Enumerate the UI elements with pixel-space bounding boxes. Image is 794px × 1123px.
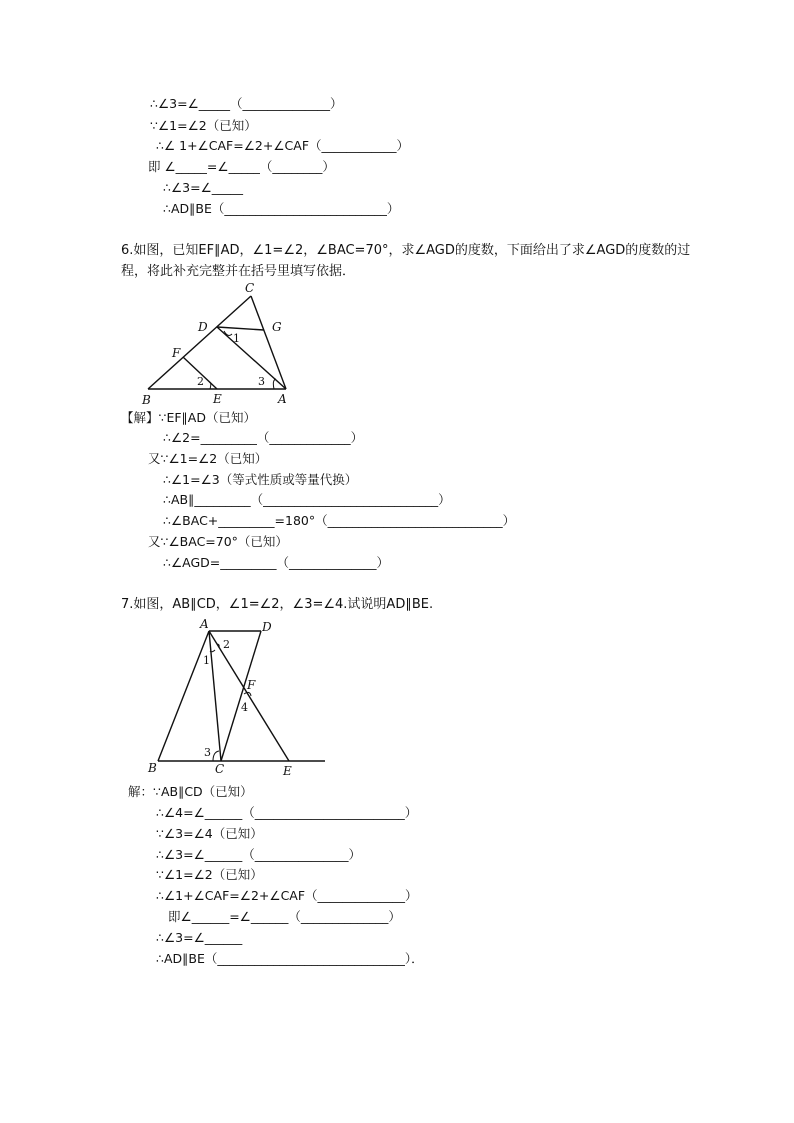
- q6-title-line-2: 程，将此补充完整并在括号里填写依据．: [121, 264, 356, 279]
- q6-proof-line-7: 又∵∠BAC=70°（已知）: [148, 534, 288, 549]
- q7-label-f: F: [247, 678, 256, 692]
- q6-label-angle-2: 2: [197, 375, 204, 388]
- q7-proof-line-9: ∴AD∥BE（______________________________）．: [156, 951, 424, 966]
- q6-label-angle-1: 1: [233, 332, 240, 345]
- q6-proof-line-5: ∴AB∥_________（____________________________）: [163, 492, 451, 507]
- q6-proof-line-2: ∴∠2=_________（_____________）: [163, 430, 364, 445]
- q7-proof-line-5: ∵∠1=∠2（已知）: [156, 867, 263, 882]
- q7-label-e: E: [283, 764, 292, 778]
- q6-label-d: D: [198, 320, 208, 334]
- q6-label-c: C: [245, 281, 255, 295]
- q6-proof-line-3: 又∵∠1=∠2（已知）: [148, 451, 268, 466]
- q6-proof-line-4: ∴∠1=∠3（等式性质或等量代换）: [163, 472, 358, 487]
- q7-proof-line-2: ∴∠4=∠______（________________________）: [156, 805, 418, 820]
- q7-label-b: B: [148, 761, 157, 775]
- q6-label-angle-3: 3: [258, 375, 265, 388]
- q6-proof-line-6: ∴∠BAC+_________=180°（____________________________）: [163, 513, 516, 528]
- q6-label-a: A: [278, 392, 287, 406]
- q7-label-angle-2: 2: [223, 638, 230, 651]
- q7-proof-line-7: 即∠______=∠______（______________）: [168, 909, 401, 924]
- proof-line-3: ∴∠ 1+∠CAF=∠2+∠CAF（____________）: [156, 138, 410, 153]
- q6-triangle-figure: [0, 0, 794, 420]
- q7-label-c: C: [215, 762, 225, 776]
- q6-label-f: F: [172, 346, 181, 360]
- q7-title: 7.如图，AB∥CD，∠1=∠2，∠3=∠4.试说明AD∥BE.: [121, 597, 434, 612]
- q6-proof-line-1: 【解】∵EF∥AD（已知）: [121, 410, 256, 425]
- q7-label-angle-1: 1: [203, 654, 210, 667]
- proof-line-5: ∴∠3=∠_____: [163, 180, 244, 195]
- q7-label-angle-4: 4: [241, 701, 248, 714]
- proof-line-6: ∴AD∥BE（__________________________）: [163, 201, 400, 216]
- q6-proof-line-8: ∴∠AGD=_________（______________）: [163, 555, 390, 570]
- proof-line-4: 即 ∠_____=∠_____（________）: [148, 159, 335, 174]
- proof-line-2: ∵∠1=∠2（已知）: [150, 118, 257, 133]
- q7-proof-line-8: ∴∠3=∠______: [156, 930, 243, 945]
- q7-proof-line-4: ∴∠3=∠______（_______________）: [156, 847, 362, 862]
- q7-proof-line-6: ∴∠1+∠CAF=∠2+∠CAF（______________）: [156, 888, 418, 903]
- q6-label-g: G: [272, 320, 282, 334]
- q7-label-d: D: [262, 620, 272, 634]
- q7-label-angle-3: 3: [204, 746, 211, 759]
- q7-proof-line-3: ∵∠3=∠4（已知）: [156, 826, 263, 841]
- q6-label-e: E: [213, 392, 222, 406]
- q7-label-a: A: [200, 617, 209, 631]
- q6-title-line-1: 6.如图，已知EF∥AD，∠1=∠2，∠BAC=70°，求∠AGD的度数，下面给出了求∠AGD的度数的过: [121, 243, 691, 258]
- q7-parallel-figure: [0, 600, 794, 790]
- q6-label-b: B: [142, 393, 151, 407]
- proof-line-1: ∴∠3=∠_____（______________）: [150, 96, 343, 111]
- q7-proof-line-1: 解：∵AB∥CD（已知）: [128, 784, 253, 799]
